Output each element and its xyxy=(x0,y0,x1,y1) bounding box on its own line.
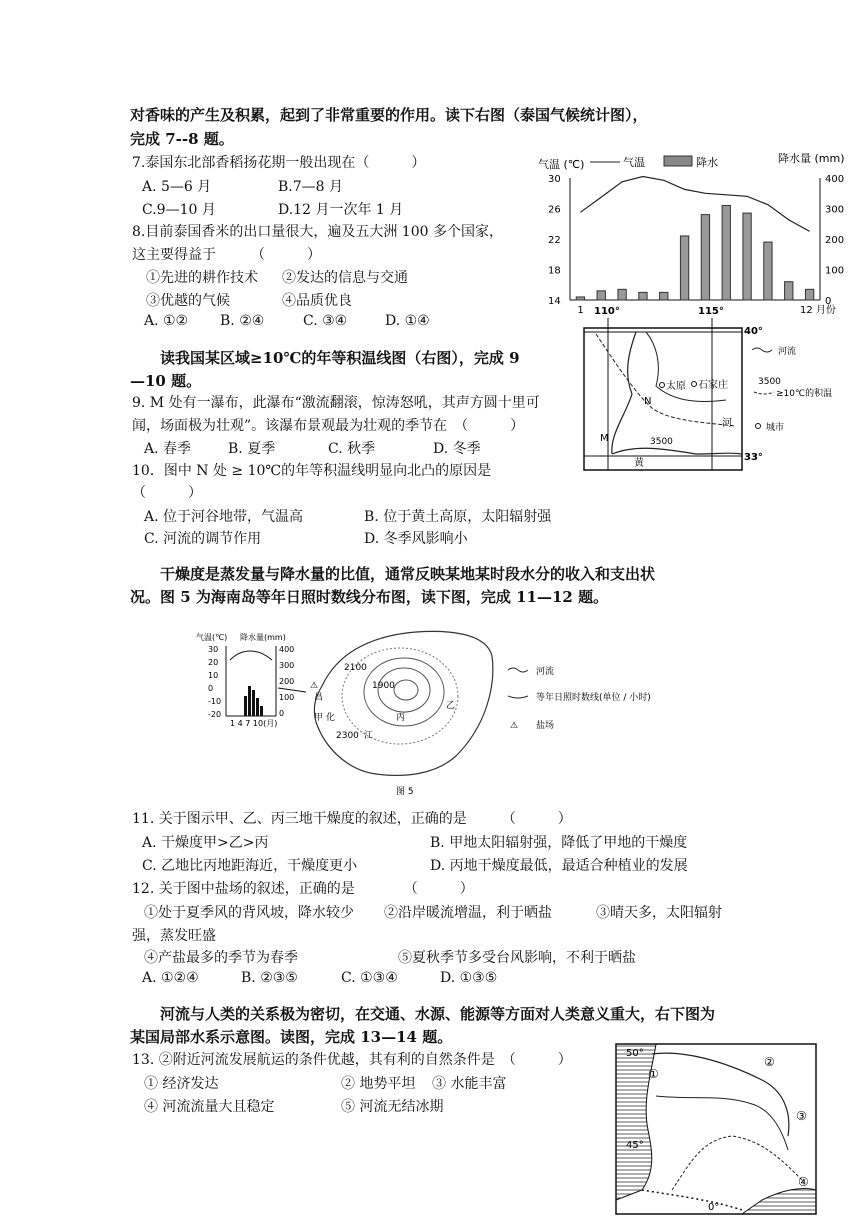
river-middle xyxy=(656,1096,788,1150)
q12-item-1: ①处于夏季风的背风坡，降水较少 xyxy=(144,905,354,921)
inset-bar xyxy=(244,696,247,716)
legend-river-sym xyxy=(508,668,528,672)
q12-item-3b: 强，蒸发旺盛 xyxy=(132,928,216,944)
isoline-value: 3500 xyxy=(650,437,673,447)
point-n: N xyxy=(644,396,652,407)
q8-item-1: ①先进的耕作技术 xyxy=(146,270,258,286)
q11-option-d: D. 丙地干燥度最低，最适合种植业的发展 xyxy=(430,858,688,874)
rain-bar xyxy=(597,291,605,300)
inset-left-tick-label: 10 xyxy=(208,671,219,680)
rain-bar xyxy=(660,292,668,300)
q10-stem-line1: 10．图中 N 处 ≥ 10℃的年等积温线明显向北凸的原因是 xyxy=(132,463,492,479)
inset-pointer xyxy=(278,688,306,692)
rain-bar xyxy=(639,292,647,300)
y-right-tick-label: 100 xyxy=(825,265,845,277)
inset-bar xyxy=(260,706,263,716)
q10-option-d: D. 冬季风影响小 xyxy=(364,531,468,547)
legend-line-value: 3500 xyxy=(758,377,781,387)
legend-city-sym xyxy=(756,424,761,429)
q11-option-a: A. 干燥度甲>乙>丙 xyxy=(142,835,269,851)
river-south xyxy=(672,1136,802,1190)
point-4: ④ xyxy=(798,1175,809,1189)
inset-right-tick-label: 200 xyxy=(279,677,295,686)
intro-11-12-line1: 干燥度是蒸发量与降水量的比值，通常反映某地某时段水分的收入和支出状 xyxy=(160,565,656,583)
inset-right-tick-label: 300 xyxy=(279,661,295,670)
q9-option-c: C. 秋季 xyxy=(328,441,376,457)
q7-option-c: C.9—10 月 xyxy=(142,202,216,218)
salt-field-icon: ⚠ xyxy=(310,681,319,691)
rain-bar xyxy=(576,297,584,300)
border-south xyxy=(642,1190,742,1210)
q8-option-b: B. ②④ xyxy=(220,313,265,329)
rain-bar xyxy=(618,289,626,300)
q8-option-a: A. ①② xyxy=(144,313,189,329)
q13-item-5: ⑤ 河流无结冰期 xyxy=(341,1099,444,1115)
rain-bar xyxy=(722,205,730,300)
temp-axis-label: 气温 (℃) xyxy=(538,158,585,171)
label-jiang: 江 xyxy=(364,731,374,741)
q12-item-3a: ③晴天多，太阳辐射 xyxy=(596,905,722,921)
hainan-outline xyxy=(314,631,492,775)
q8-option-d: D. ①④ xyxy=(385,313,430,329)
city-taiyuan: 太原 xyxy=(666,381,686,392)
rain-bar xyxy=(785,282,793,300)
intro-13-14-line2: 某国局部水系示意图。读图，完成 13—14 题。 xyxy=(130,1028,453,1046)
rain-bar xyxy=(764,242,772,300)
label-chang: 昌 xyxy=(314,693,324,703)
q9-option-d: D. 冬季 xyxy=(433,441,481,457)
y-left-tick-label: 18 xyxy=(548,265,561,277)
label-lat-50: 50° xyxy=(626,1048,644,1059)
inset-bar xyxy=(252,690,255,716)
q8-stem-line2: 这主要得益于 （ ） xyxy=(132,247,321,263)
q10-option-b: B. 位于黄土高原，太阳辐射强 xyxy=(364,509,552,525)
y-left-tick-label: 26 xyxy=(548,204,561,216)
q13-stem: 13. ②附近河流发展航运的条件优越，其有利的自然条件是 （ ） xyxy=(132,1052,572,1068)
q11-stem: 11. 关于图示甲、乙、丙三地干燥度的叙述，正确的是 （ ） xyxy=(132,811,572,827)
contour xyxy=(394,680,418,700)
q9-option-a: A. 春季 xyxy=(144,441,192,457)
label-115: 115° xyxy=(698,306,724,317)
q8-option-c: C. ③④ xyxy=(303,313,348,329)
label-110: 110° xyxy=(594,306,620,317)
legend-river-text: 河流 xyxy=(778,347,797,357)
label-lon-0: 0° xyxy=(708,1202,720,1213)
intro-9-10-line2: —10 题。 xyxy=(130,372,202,390)
legend-salt-icon: ⚠ xyxy=(510,721,519,731)
q8-item-2: ②发达的信息与交通 xyxy=(282,270,408,286)
temperature-line xyxy=(580,177,809,232)
river-system-map xyxy=(612,1040,822,1216)
point-3: ③ xyxy=(796,1109,807,1123)
q8-item-4: ④品质优良 xyxy=(282,293,352,309)
q13-item-2: ② 地势平坦 xyxy=(341,1076,416,1092)
river-label-huang: 黄 xyxy=(634,458,644,469)
q12-item-5: ⑤夏秋季节多受台风影响，不利于晒盐 xyxy=(398,950,636,966)
q10-option-c: C. 河流的调节作用 xyxy=(144,531,262,547)
q11-option-b: B. 甲地太阳辐射强，降低了甲地的干燥度 xyxy=(430,835,688,851)
q7-option-d: D.12 月一次年 1 月 xyxy=(278,202,404,218)
legend-river-sym xyxy=(752,348,772,352)
y-left-tick-label: 22 xyxy=(548,235,561,246)
val-1900: 1900 xyxy=(372,681,395,691)
q12-item-4: ④产盐最多的季节为春季 xyxy=(144,950,298,966)
inset-bar xyxy=(256,698,259,716)
legend-line-sym xyxy=(508,696,528,698)
intro-11-12-line2: 况。图 5 为海南岛等年日照时数线分布图，读下图，完成 11—12 题。 xyxy=(130,588,609,606)
city-shijiazhuang: 石家庄 xyxy=(698,380,728,391)
q12-option-d: D. ①③⑤ xyxy=(440,970,498,986)
y-right-tick-label: 200 xyxy=(825,235,845,246)
legend-salt-text: 盐场 xyxy=(536,721,555,731)
q9-option-b: B. 夏季 xyxy=(228,441,276,457)
legend-line-text: ≥10℃的积温 xyxy=(776,389,833,399)
inset-temp-label: 气温(℃) xyxy=(196,633,228,642)
x-tick-label: 1 xyxy=(577,305,584,316)
val-2100: 2100 xyxy=(344,663,367,673)
city-taiyuan-dot xyxy=(660,383,665,388)
q12-option-b: B. ②③⑤ xyxy=(241,970,298,986)
rain-axis-label: 降水量 (mm) xyxy=(778,152,845,165)
inset-x-label: 1 4 7 10(月) xyxy=(230,719,278,728)
y-left-tick-label: 14 xyxy=(548,296,561,307)
legend-rain-box xyxy=(664,156,692,166)
q7-option-b: B.7—8 月 xyxy=(278,179,344,195)
sea-south xyxy=(742,1188,816,1214)
legend-rain-text: 降水 xyxy=(696,156,718,169)
y-right-tick-label: 300 xyxy=(825,204,845,216)
legend-temp-text: 气温 xyxy=(623,156,645,169)
label-hua: 化 xyxy=(326,713,336,723)
q13-item-4: ④ 河流流量大且稳定 xyxy=(144,1099,275,1115)
inset-left-ticks xyxy=(208,645,221,719)
label-40: 40° xyxy=(744,326,763,337)
q8-stem-line1: 8.目前泰国香米的出口量很大，遍及五大洲 100 多个国家， xyxy=(132,224,503,240)
rain-bar xyxy=(743,213,751,300)
point-m: M xyxy=(600,433,609,444)
legend-line-sym xyxy=(754,392,774,394)
q9-stem-line2: 闻，场面极为壮观”。该瀑布景观最为壮观的季节在 （ ） xyxy=(132,418,525,434)
label-lat-45: 45° xyxy=(626,1140,644,1151)
river-branch xyxy=(646,332,726,401)
q7-stem: 7.泰国东北部香稻扬花期一般出现在（ ） xyxy=(132,155,426,171)
label-yi: 乙 xyxy=(446,701,456,711)
legend-city-text: 城市 xyxy=(766,423,785,433)
q10-stem-line2: （ ） xyxy=(132,485,202,501)
intro-7-8-line1: 对香味的产生及积累，起到了非常重要的作用。读下右图（泰国气候统计图）， xyxy=(130,106,648,124)
climate-plot-area xyxy=(548,174,844,316)
label-bing: 丙 xyxy=(396,713,406,723)
rain-bar xyxy=(701,215,709,300)
inset-right-tick-label: 400 xyxy=(279,645,295,654)
y-right-tick-label: 0 xyxy=(825,296,832,307)
q7-option-a: A. 5—6 月 xyxy=(142,179,212,195)
inset-left-tick-label: 0 xyxy=(208,684,214,693)
q12-option-c: C. ①③④ xyxy=(341,970,398,986)
label-jia: 甲 xyxy=(314,713,324,723)
inset-left-tick-label: 30 xyxy=(208,645,219,654)
inset-left-tick-label: 20 xyxy=(208,658,219,667)
q8-item-3: ③优越的气候 xyxy=(146,293,230,309)
q13-item-3: ③ 水能丰富 xyxy=(432,1076,507,1092)
inset-rain-label: 降水量(mm) xyxy=(240,633,286,642)
inset-left-tick-label: -20 xyxy=(208,710,222,719)
river-west xyxy=(612,332,636,454)
q12-item-2: ②沿岸暖流增温，利于晒盐 xyxy=(384,905,552,921)
inset-right-ticks xyxy=(279,645,294,718)
q10-option-a: A. 位于河谷地带，气温高 xyxy=(144,509,304,525)
intro-9-10-line1: 读我国某区域≥10℃的年等积温线图（右图），完成 9 xyxy=(160,349,520,367)
q11-option-c: C. 乙地比丙地距海近，干燥度更小 xyxy=(142,858,358,874)
rain-bar xyxy=(680,236,688,300)
isotherm-map xyxy=(576,304,846,472)
intro-7-8-line2: 完成 7--8 题。 xyxy=(130,130,234,148)
point-2: ② xyxy=(764,1055,775,1069)
inset-right-tick-label: 0 xyxy=(279,709,285,718)
y-right-tick-label: 400 xyxy=(825,174,845,185)
hainan-sunshine-map xyxy=(196,626,666,798)
q12-stem: 12. 关于图中盐场的叙述，正确的是 （ ） xyxy=(132,881,474,897)
q9-stem-line1: 9. M 处有一瀑布，此瀑布“激流翻滚，惊涛怒吼，其声方圆十里可 xyxy=(132,395,540,411)
label-33: 33° xyxy=(744,452,763,463)
val-2300: 2300 xyxy=(336,731,359,741)
city-sjz-dot xyxy=(692,382,697,387)
yellow-river xyxy=(612,448,742,454)
x-tick-label: 12 月份 xyxy=(800,305,836,316)
intro-13-14-line1: 河流与人类的关系极为密切，在交通、水源、能源等方面对人类意义重大，右下图为 xyxy=(160,1005,716,1023)
inset-temp-curve xyxy=(230,651,272,660)
inset-bar xyxy=(248,686,251,716)
q13-item-1: ① 经济发达 xyxy=(144,1076,219,1092)
point-1: ① xyxy=(648,1067,659,1081)
thailand-climate-chart xyxy=(530,150,860,320)
legend-river-text: 河流 xyxy=(536,667,555,677)
rain-bar xyxy=(805,289,813,300)
y-left-tick-label: 30 xyxy=(548,174,561,185)
inset-right-tick-label: 100 xyxy=(279,693,295,702)
legend-line-text: 等年日照时数线(单位 / 小时) xyxy=(536,693,651,703)
river-label-he: 河 xyxy=(722,418,732,429)
q12-option-a: A. ①②④ xyxy=(142,970,199,986)
inset-left-tick-label: -10 xyxy=(208,697,222,706)
figure-caption: 图 5 xyxy=(396,787,414,797)
